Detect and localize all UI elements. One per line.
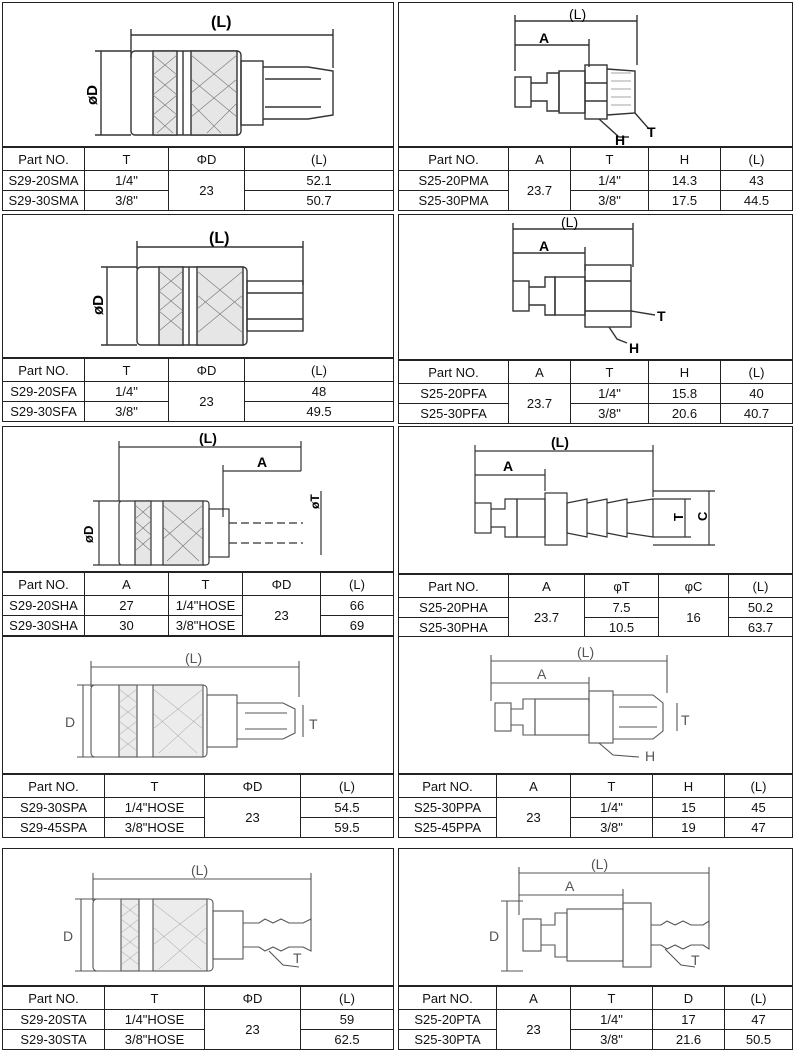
value-t: 1/4"	[571, 384, 649, 404]
value-l: 62.5	[301, 1030, 394, 1050]
header-l: (L)	[301, 987, 394, 1010]
coupler-sta-figure	[3, 849, 395, 987]
value-l: 50.7	[245, 191, 394, 211]
header-d: ΦD	[169, 148, 245, 171]
header-h: H	[649, 148, 721, 171]
header-part-no: Part NO.	[3, 359, 85, 382]
value-l: 66	[321, 596, 394, 616]
value-t: 3/8"	[571, 818, 653, 838]
part-number: S25-30PTA	[399, 1030, 497, 1050]
dim-label-L: (L)	[577, 644, 595, 660]
dim-label-L: (L)	[191, 862, 209, 878]
dim-label-T: T	[647, 124, 656, 140]
value-t: 1/4"HOSE	[169, 596, 243, 616]
value-l: 43	[721, 171, 793, 191]
header-t: T	[169, 573, 243, 596]
part-number: S25-20PTA	[399, 1010, 497, 1030]
header-a: A	[509, 361, 571, 384]
header-l: (L)	[245, 148, 394, 171]
dim-label-T: T	[691, 952, 700, 968]
spec-table-S29-SFA	[2, 358, 394, 422]
header-h: H	[653, 775, 725, 798]
plug-pha-figure	[399, 427, 794, 575]
header-t: T	[571, 148, 649, 171]
coupler-drawing-S29-SFA	[2, 214, 394, 358]
spec-table-S25-PTA	[398, 986, 793, 1050]
value-h: 15	[653, 798, 725, 818]
part-number: S29-45SPA	[3, 818, 105, 838]
part-number: S25-20PHA	[399, 598, 509, 618]
header-part-no: Part NO.	[399, 987, 497, 1010]
dim-label-L: (L)	[591, 856, 609, 872]
plug-drawing-S25-PHA	[398, 426, 793, 574]
header-part-no: Part NO.	[3, 987, 105, 1010]
header-t: T	[85, 359, 169, 382]
value-a-shared: 23.7	[509, 384, 571, 424]
value-a-shared: 23	[497, 798, 571, 838]
value-h: 20.6	[649, 404, 721, 424]
coupler-sma-figure	[3, 3, 395, 148]
dim-label-A: A	[537, 666, 547, 682]
value-d-shared: 23	[205, 1010, 301, 1050]
header-l: (L)	[721, 148, 793, 171]
value-h: 14.3	[649, 171, 721, 191]
part-number: S29-30STA	[3, 1030, 105, 1050]
header-a: A	[85, 573, 169, 596]
header-part-no: Part NO.	[399, 361, 509, 384]
value-d-shared: 23	[169, 171, 245, 211]
value-t: 3/8"	[85, 191, 169, 211]
plug-pfa-figure	[399, 215, 794, 361]
spec-table-S29-SPA	[2, 774, 394, 838]
coupler-drawing-S29-SHA	[2, 426, 394, 572]
header-d: ΦD	[243, 573, 321, 596]
dim-label-A: A	[257, 454, 268, 470]
plug-drawing-S25-PTA	[398, 848, 793, 986]
value-a-shared: 23.7	[509, 171, 571, 211]
dim-label-D: øD	[90, 295, 107, 315]
dim-label-L: (L)	[199, 430, 217, 446]
header-l: (L)	[725, 987, 793, 1010]
header-a: A	[497, 987, 571, 1010]
header-l: (L)	[301, 775, 394, 798]
header-a: A	[509, 148, 571, 171]
plug-drawing-S25-PPA	[398, 636, 793, 774]
value-t: 1/4"	[85, 171, 169, 191]
value-t: 3/8"	[571, 191, 649, 211]
value-t: 10.5	[585, 618, 659, 638]
header-l: (L)	[245, 359, 394, 382]
value-l: 48	[245, 382, 394, 402]
dim-label-A: A	[539, 30, 550, 46]
plug-ppa-figure	[399, 637, 794, 775]
header-a: A	[509, 575, 585, 598]
part-number: S29-20SMA	[3, 171, 85, 191]
header-t: T	[571, 987, 653, 1010]
spec-table-S29-SHA	[2, 572, 394, 636]
value-a: 27	[85, 596, 169, 616]
value-t: 1/4"	[571, 798, 653, 818]
part-number: S29-30SPA	[3, 798, 105, 818]
dim-label-D: D	[489, 928, 500, 944]
dim-label-C: C	[695, 511, 710, 521]
header-d: ΦD	[205, 987, 301, 1010]
header-l: (L)	[721, 361, 793, 384]
header-t: φT	[585, 575, 659, 598]
header-l: (L)	[321, 573, 394, 596]
coupler-drawing-S29-STA	[2, 848, 394, 986]
value-t: 3/8"	[85, 402, 169, 422]
part-number: S29-20SFA	[3, 382, 85, 402]
value-t: 3/8"HOSE	[105, 1030, 205, 1050]
value-t: 3/8"HOSE	[105, 818, 205, 838]
spec-table-S25-PHA	[398, 574, 793, 638]
dim-label-A: A	[503, 458, 514, 474]
header-d: D	[653, 987, 725, 1010]
value-d: 17	[653, 1010, 725, 1030]
part-number: S25-30PPA	[399, 798, 497, 818]
value-l: 59.5	[301, 818, 394, 838]
value-t: 3/8"HOSE	[169, 616, 243, 636]
value-t: 3/8"	[571, 404, 649, 424]
spec-table-S29-SMA	[2, 147, 394, 211]
part-number: S29-20SHA	[3, 596, 85, 616]
spec-table-S25-PMA	[398, 147, 793, 211]
dim-label-T: T	[309, 716, 318, 732]
coupler-spa-figure	[3, 637, 395, 775]
header-t: T	[571, 775, 653, 798]
header-l: (L)	[725, 775, 793, 798]
dim-label-L: (L)	[561, 215, 579, 230]
dim-label-H: H	[629, 340, 640, 356]
dim-label-H: H	[615, 132, 626, 148]
value-h: 19	[653, 818, 725, 838]
value-l: 50.5	[725, 1030, 793, 1050]
dim-label-T: øT	[308, 494, 322, 509]
plug-drawing-S25-PMA	[398, 2, 793, 147]
value-t: 3/8"	[571, 1030, 653, 1050]
dim-label-A: A	[539, 238, 550, 254]
dim-label-A: A	[565, 878, 575, 894]
dim-label-L: (L)	[211, 14, 232, 31]
value-l: 47	[725, 818, 793, 838]
coupler-sha-figure	[3, 427, 395, 573]
part-number: S25-30PMA	[399, 191, 509, 211]
part-number: S29-20STA	[3, 1010, 105, 1030]
coupler-drawing-S29-SMA	[2, 2, 394, 147]
header-part-no: Part NO.	[399, 575, 509, 598]
value-d-shared: 23	[243, 596, 321, 636]
dim-label-D: D	[65, 714, 76, 730]
value-h: 15.8	[649, 384, 721, 404]
coupler-sfa-figure	[3, 215, 395, 359]
plug-pta-figure	[399, 849, 794, 987]
value-a-shared: 23.7	[509, 598, 585, 638]
part-number: S25-30PHA	[399, 618, 509, 638]
header-a: A	[497, 775, 571, 798]
header-d: ΦD	[169, 359, 245, 382]
dim-label-D: D	[63, 928, 74, 944]
spec-table-S25-PPA	[398, 774, 793, 838]
dim-label-T: T	[681, 712, 690, 728]
value-h: 17.5	[649, 191, 721, 211]
value-l: 63.7	[729, 618, 793, 638]
value-t: 1/4"HOSE	[105, 798, 205, 818]
value-l: 49.5	[245, 402, 394, 422]
dim-label-T: T	[671, 513, 686, 521]
part-number: S25-45PPA	[399, 818, 497, 838]
value-l: 59	[301, 1010, 394, 1030]
dim-label-L: (L)	[569, 6, 587, 22]
coupler-drawing-S29-SPA	[2, 636, 394, 774]
header-l: (L)	[729, 575, 793, 598]
header-h: H	[649, 361, 721, 384]
value-a: 30	[85, 616, 169, 636]
dim-label-T: T	[657, 308, 666, 324]
header-part-no: Part NO.	[399, 148, 509, 171]
value-a-shared: 23	[497, 1010, 571, 1050]
dim-label-L: (L)	[209, 230, 230, 247]
part-number: S25-20PMA	[399, 171, 509, 191]
header-part-no: Part NO.	[3, 573, 85, 596]
value-l: 50.2	[729, 598, 793, 618]
value-t: 1/4"	[571, 171, 649, 191]
part-number: S25-20PFA	[399, 384, 509, 404]
plug-pma-figure	[399, 3, 794, 148]
header-c: φC	[659, 575, 729, 598]
part-number: S29-30SMA	[3, 191, 85, 211]
value-t: 1/4"	[85, 382, 169, 402]
value-d-shared: 23	[205, 798, 301, 838]
value-l: 40	[721, 384, 793, 404]
part-number: S29-30SHA	[3, 616, 85, 636]
value-c-shared: 16	[659, 598, 729, 638]
dim-label-L: (L)	[185, 650, 203, 666]
value-d-shared: 23	[169, 382, 245, 422]
value-t: 1/4"	[571, 1010, 653, 1030]
part-number: S25-30PFA	[399, 404, 509, 424]
value-l: 52.1	[245, 171, 394, 191]
dim-label-H: H	[645, 748, 656, 764]
value-t: 1/4"HOSE	[105, 1010, 205, 1030]
header-t: T	[571, 361, 649, 384]
header-part-no: Part NO.	[3, 148, 85, 171]
value-t: 7.5	[585, 598, 659, 618]
value-l: 69	[321, 616, 394, 636]
header-part-no: Part NO.	[3, 775, 105, 798]
header-t: T	[105, 987, 205, 1010]
value-l: 44.5	[721, 191, 793, 211]
header-t: T	[85, 148, 169, 171]
value-l: 47	[725, 1010, 793, 1030]
value-l: 40.7	[721, 404, 793, 424]
spec-table-S25-PFA	[398, 360, 793, 424]
dim-label-T: T	[293, 950, 302, 966]
plug-drawing-S25-PFA	[398, 214, 793, 360]
header-d: ΦD	[205, 775, 301, 798]
part-number: S29-30SFA	[3, 402, 85, 422]
value-l: 45	[725, 798, 793, 818]
dim-label-L: (L)	[551, 434, 569, 450]
value-d: 21.6	[653, 1030, 725, 1050]
value-l: 54.5	[301, 798, 394, 818]
header-part-no: Part NO.	[399, 775, 497, 798]
dim-label-D: øD	[81, 525, 96, 543]
dim-label-D: øD	[84, 85, 101, 105]
spec-table-S29-STA	[2, 986, 394, 1050]
header-t: T	[105, 775, 205, 798]
